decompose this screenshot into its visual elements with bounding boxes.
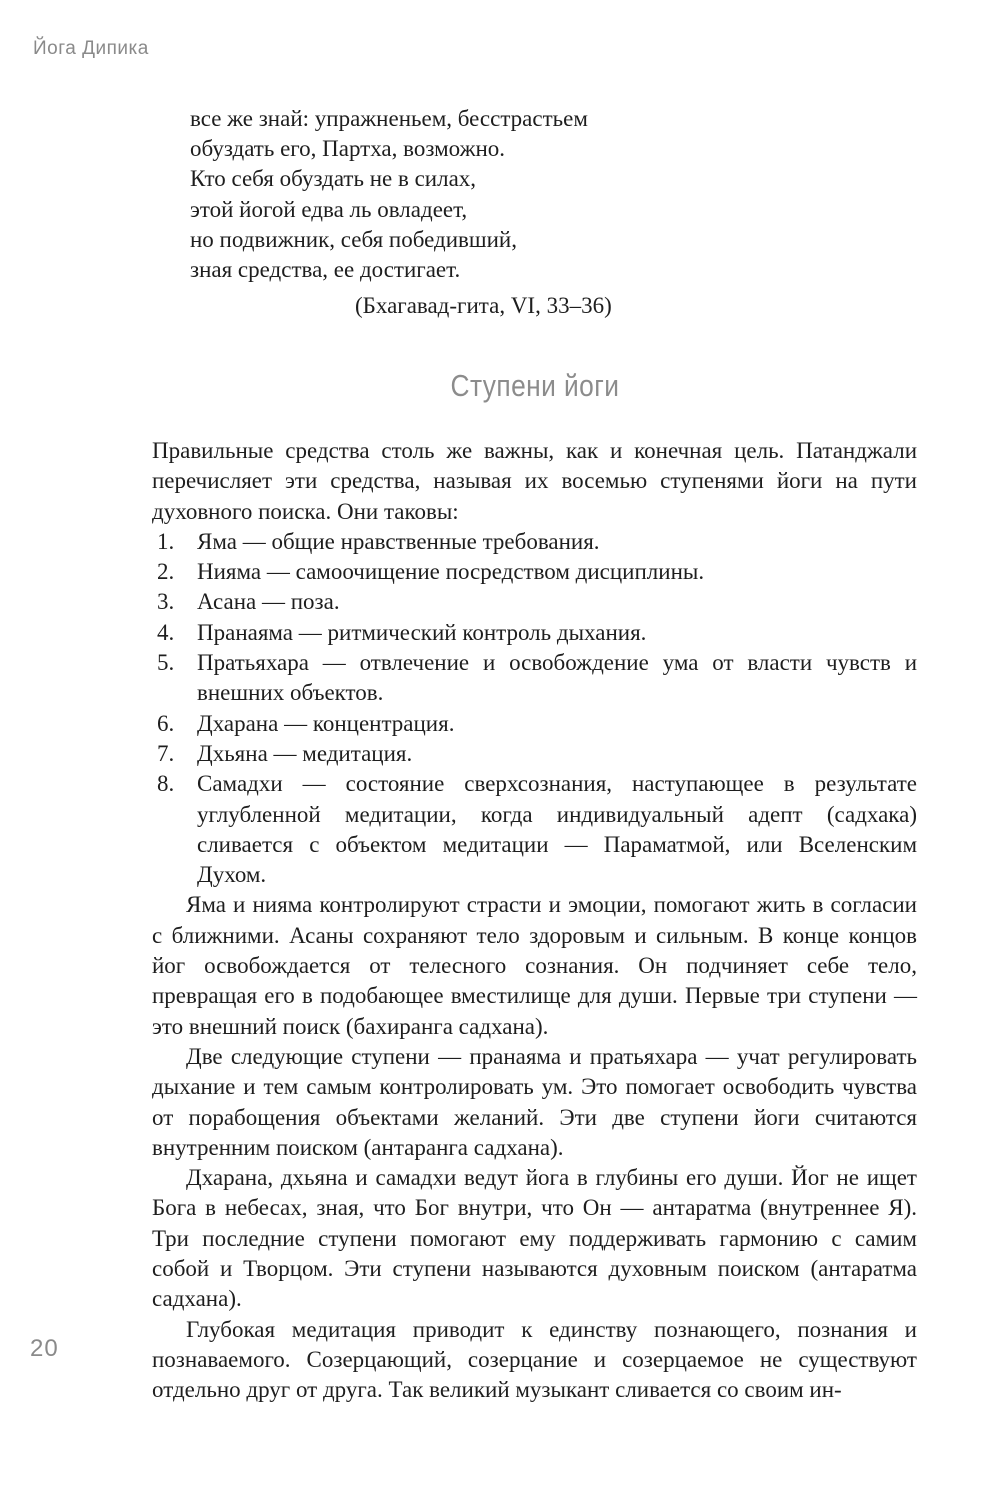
step-number: 7.	[157, 740, 175, 766]
epigraph	[190, 104, 588, 285]
body-paragraph: Две следующие ступени — пранаяма и пратьяхара — учат регулировать дыхание и тем самым контролировать ум. Это помогает освободить чувства от порабощения объектами желаний. Эти две ступени йоги считаются внутренним поиском (антаранга садхана).	[152, 1043, 917, 1160]
page-number: 20	[30, 1335, 59, 1362]
step-text: Пратьяхара — отвлечение и освобождение ума от власти чувств и внешних объектов.	[197, 650, 917, 706]
epigraph-line: Кто себя обуздать не в силах,	[190, 166, 477, 192]
step-number: 3.	[157, 589, 175, 615]
step-number: 2.	[157, 559, 175, 585]
body-paragraph: Глубокая медитация приводит к единству познающего, познания и познаваемого. Созерцающий, созерцание и созерцаемое не существуют отдельно друг от друга. Так великий музыкант сливается со своим ин-	[152, 1316, 917, 1403]
step-number: 5.	[157, 650, 175, 676]
step-item	[152, 557, 917, 587]
steps-list	[152, 527, 917, 891]
epigraph-line: но подвижник, себя победивший,	[190, 226, 517, 252]
step-number: 8.	[157, 771, 175, 797]
epigraph-line: этой йогой едва ль овладеет,	[190, 196, 468, 222]
step-text: Яма — общие нравственные требования.	[197, 528, 600, 554]
step-item	[152, 648, 917, 709]
step-text: Нияма — самоочищение посредством дисциплины.	[197, 559, 705, 585]
step-item	[152, 618, 917, 648]
epigraph-line: все же знай: упражненьем, бесстрастьем	[190, 106, 588, 131]
body-paragraph: Дхарана, дхьяна и самадхи ведут йога в глубины его души. Йог не ищет Бога в небесах, зная, что Бог внутри, что Он — антаратма (внутреннее Я). Три последние ступени помогают ему поддерживать гармонию с самим собой и Творцом. Эти ступени называются духовным поиском (антаратма садхана).	[152, 1165, 917, 1312]
step-number: 6.	[157, 710, 175, 736]
step-text: Дхьяна — медитация.	[197, 740, 413, 766]
body-text	[152, 436, 917, 1406]
step-text: Пранаяма — ритмический контроль дыхания.	[197, 619, 647, 645]
step-number: 4.	[157, 619, 175, 645]
step-item	[152, 739, 917, 769]
step-text: Асана — поза.	[197, 589, 340, 615]
step-item	[152, 527, 917, 557]
epigraph-line: зная средства, ее достигает.	[190, 257, 461, 283]
running-head: Йога Дипика	[33, 38, 149, 59]
body-paragraph: Яма и нияма контролируют страсти и эмоции, помогают жить в согласии с ближними. Асаны сохраняют тело здоровым и сильным. В конце концов йог освобождается от телесного сознания. Он подчиняет себе тело, превращая его в подобающее вместилище для души. Первые три ступени — это внешний поиск (бахиранга садхана).	[152, 892, 917, 1039]
step-item	[152, 709, 917, 739]
step-number: 1.	[157, 528, 175, 554]
step-text: Самадхи — состояние сверхсознания, наступающее в результате углубленной медитации, когда индивидуальный адепт (садхака) сливается с объектом медитации — Параматмой, или Вселенским Духом.	[197, 771, 917, 888]
step-item	[152, 587, 917, 617]
step-text: Дхарана — концентрация.	[197, 710, 455, 736]
epigraph-line: обуздать его, Партха, возможно.	[190, 136, 506, 162]
intro-paragraph: Правильные средства столь же важны, как и конечная цель. Патанджали перечисляет эти средства, называя их восемью ступенями йоги на пути духовного поиска. Они таковы:	[152, 438, 917, 524]
epigraph-citation: (Бхагавад-гита, VI, 33–36)	[355, 293, 612, 318]
section-title: Ступени йоги	[450, 368, 620, 403]
step-item	[152, 769, 917, 890]
